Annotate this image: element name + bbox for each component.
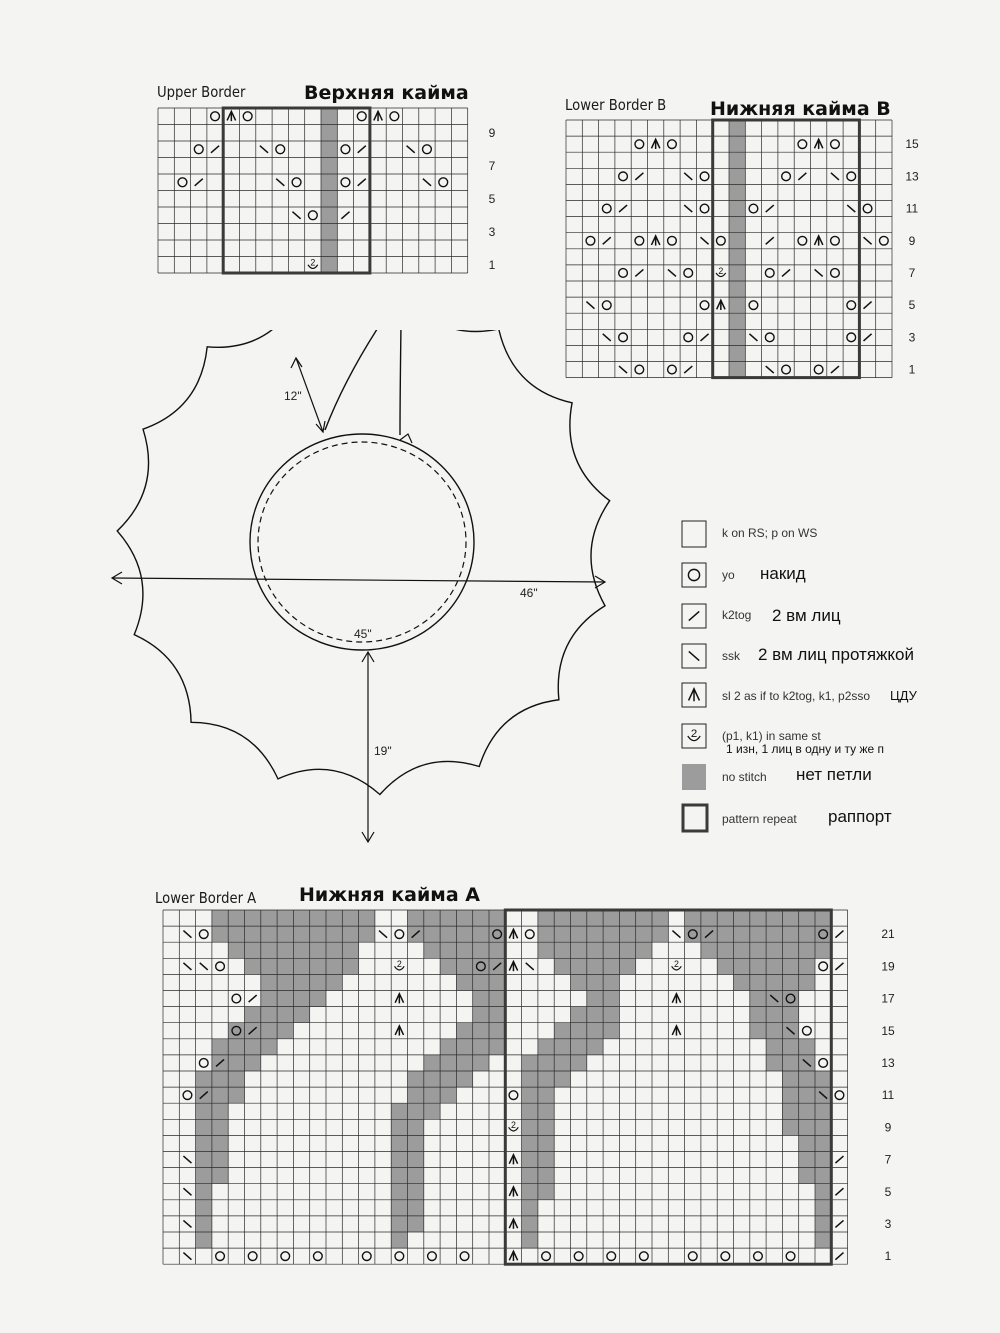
- dim-label-45: 45": [354, 627, 372, 641]
- ssk-symbol: [684, 173, 692, 180]
- legend: [680, 518, 980, 838]
- k2tog-symbol: [835, 963, 843, 970]
- ssk-symbol: [183, 963, 191, 970]
- yo-symbol: [423, 145, 432, 154]
- lower-border-a-no-stitch-cell: [734, 974, 816, 990]
- shawl-schematic: [100, 330, 620, 860]
- lower-border-b-row-label: 9: [908, 233, 916, 248]
- upper-border-no-stitch-cell: [321, 207, 337, 224]
- sl2-symbol: [672, 1026, 680, 1036]
- lower-border-a-row-label: 1: [884, 1249, 892, 1264]
- k2tog-symbol: [358, 179, 366, 186]
- upper-border-row-label: 5: [488, 191, 496, 206]
- ssk-symbol: [619, 366, 627, 373]
- sl2-symbol: [509, 929, 517, 939]
- upper-border-row-label: 1: [488, 257, 496, 272]
- p1k1-symbol: [308, 258, 318, 269]
- p1k1-symbol: [509, 1120, 519, 1131]
- p1k1-symbol: [716, 266, 726, 277]
- k2tog-symbol: [701, 334, 709, 341]
- yo-symbol: [602, 204, 611, 213]
- yo-symbol: [684, 333, 693, 342]
- arrow-up-icon: [291, 358, 302, 368]
- upper-border-grid-group: [158, 108, 496, 273]
- legend-repeat-icon: [681, 803, 709, 833]
- legend-sl2-label-ru: ЦДУ: [890, 688, 917, 703]
- legend-no-stitch-icon: [681, 763, 707, 791]
- legend-yo-icon: [681, 562, 707, 588]
- lower-border-a-no-stitch-cell: [408, 1087, 457, 1103]
- lower-border-a-no-stitch-cell: [456, 974, 505, 990]
- yo-symbol: [863, 204, 872, 213]
- upper-border-row-label: 9: [488, 125, 496, 140]
- legend-repeat-label-en: pattern repeat: [722, 812, 797, 826]
- yo-symbol: [798, 140, 807, 149]
- yo-symbol: [640, 1252, 649, 1261]
- lower-border-a-row-label: 13: [881, 1055, 895, 1070]
- yo-symbol: [847, 172, 856, 181]
- lower-border-b-no-stitch-cell: [729, 152, 745, 168]
- legend-ssk-label-en: ssk: [722, 649, 740, 663]
- sl2-symbol: [717, 300, 725, 310]
- yo-symbol: [847, 301, 856, 310]
- ssk-symbol: [815, 269, 823, 276]
- lower-border-b-no-stitch-cell: [729, 120, 745, 136]
- svg-text:2: 2: [310, 257, 316, 268]
- yo-symbol: [602, 301, 611, 310]
- lower-border-b-row-label: 5: [908, 298, 916, 313]
- ssk-symbol: [701, 237, 709, 244]
- k2tog-symbol: [766, 237, 774, 244]
- yo-symbol: [607, 1252, 616, 1261]
- lower-border-b-no-stitch-cell: [729, 136, 745, 152]
- yo-symbol: [635, 140, 644, 149]
- lower-border-a-no-stitch-cell: [522, 1200, 538, 1216]
- legend-no-stitch-label-ru: нет петли: [796, 765, 872, 784]
- lower-border-b-row-label: 13: [905, 169, 919, 184]
- legend-blank-label-en: k on RS; p on WS: [722, 526, 818, 540]
- ssk-symbol: [292, 212, 300, 219]
- lower-border-b-no-stitch-cell: [729, 233, 745, 249]
- lower-border-a-no-stitch-cell: [782, 1071, 831, 1087]
- upper-border-title-en: Upper Border: [157, 83, 246, 101]
- k2tog-symbol: [864, 334, 872, 341]
- legend-no-stitch-label-en: no stitch: [722, 770, 767, 784]
- sl2-symbol: [395, 1026, 403, 1036]
- upper-border-no-stitch-cell: [321, 174, 337, 191]
- ssk-symbol: [526, 963, 534, 970]
- ssk-symbol: [831, 173, 839, 180]
- yo-symbol: [178, 178, 187, 187]
- lower-border-a-no-stitch-cell: [196, 1216, 212, 1232]
- ssk-symbol: [423, 179, 431, 186]
- yo-symbol: [782, 365, 791, 374]
- yo-symbol: [684, 269, 693, 278]
- sl2-symbol: [509, 1155, 517, 1165]
- lower-border-b-no-stitch-cell: [729, 249, 745, 265]
- sl2-symbol: [227, 111, 235, 121]
- yo-symbol: [668, 140, 677, 149]
- width-dimension-line: [112, 578, 605, 582]
- lower-border-b-row-label: 3: [908, 330, 916, 345]
- lower-border-a-no-stitch-cell: [815, 1200, 831, 1216]
- lower-border-a-no-stitch-cell: [815, 1216, 831, 1232]
- sl2-symbol: [509, 962, 517, 972]
- lower-border-a-row-label: 19: [881, 959, 895, 974]
- k2tog-symbol: [603, 237, 611, 244]
- lower-border-a-no-stitch-cell: [685, 910, 832, 926]
- svg-text:2: 2: [510, 1120, 516, 1131]
- ssk-symbol: [183, 1156, 191, 1163]
- upper-border-no-stitch-cell: [321, 108, 337, 125]
- legend-blank-icon: [681, 520, 707, 548]
- yo-symbol: [341, 145, 350, 154]
- yo-symbol: [211, 112, 220, 121]
- ssk-symbol: [766, 366, 774, 373]
- yo-symbol: [754, 1252, 763, 1261]
- lower-border-b-no-stitch-cell: [729, 297, 745, 313]
- yo-symbol: [700, 204, 709, 213]
- upper-border-no-stitch-cell: [321, 158, 337, 175]
- yo-symbol: [276, 145, 285, 154]
- upper-border-no-stitch-cell: [321, 257, 337, 274]
- legend-p1k1-label-en: (p1, k1) in same st: [722, 729, 821, 743]
- k2tog-symbol: [864, 302, 872, 309]
- lower-border-b-no-stitch-cell: [729, 345, 745, 361]
- k2tog-symbol: [831, 366, 839, 373]
- sl2-symbol: [509, 1219, 517, 1229]
- lower-border-a-no-stitch-cell: [750, 1007, 799, 1023]
- left-front-edge: [325, 330, 402, 430]
- upper-border-row-label: 3: [488, 224, 496, 239]
- lower-border-a-title-ru: Нижняя кайма А: [299, 884, 480, 906]
- yo-symbol: [194, 145, 203, 154]
- yo-symbol: [749, 301, 758, 310]
- legend-yo-label-en: yo: [722, 568, 735, 582]
- ssk-symbol: [200, 963, 208, 970]
- legend-yo-label-ru: накид: [760, 564, 806, 583]
- yo-symbol: [281, 1252, 290, 1261]
- p1k1-symbol: [672, 959, 682, 970]
- yo-symbol: [717, 236, 726, 245]
- yo-symbol: [390, 112, 399, 121]
- lower-border-b-no-stitch-cell: [729, 313, 745, 329]
- svg-text:2: 2: [673, 959, 679, 970]
- yo-symbol: [395, 1252, 404, 1261]
- lower-border-b-no-stitch-cell: [729, 168, 745, 184]
- yo-symbol: [183, 1091, 192, 1100]
- upper-border-no-stitch-cell: [321, 125, 337, 142]
- sl2-symbol: [651, 139, 659, 149]
- upper-border-title-ru: Верхняя кайма: [304, 82, 469, 104]
- ssk-symbol: [183, 1188, 191, 1195]
- lower-border-a-no-stitch-cell: [196, 1184, 212, 1200]
- k2tog-symbol: [835, 931, 843, 938]
- p1k1-symbol-legend: [688, 728, 700, 741]
- yo-symbol: [525, 930, 534, 939]
- ssk-symbol-legend: [689, 651, 699, 660]
- lower-border-a-no-stitch-cell: [782, 1103, 831, 1119]
- k2tog-symbol: [684, 366, 692, 373]
- upper-border-row-label: 7: [488, 158, 496, 173]
- ssk-symbol: [684, 205, 692, 212]
- lower-border-a-no-stitch-cell: [424, 942, 506, 958]
- k2tog-symbol: [635, 269, 643, 276]
- lower-border-a-no-stitch-cell: [522, 1216, 538, 1232]
- yo-symbol: [819, 1059, 828, 1068]
- sl2-symbol: [509, 1251, 517, 1261]
- ssk-symbol: [668, 269, 676, 276]
- ssk-symbol: [183, 931, 191, 938]
- legend-repeat-label-ru: раппорт: [828, 807, 892, 826]
- k2tog-symbol: [835, 1253, 843, 1260]
- lower-border-a-no-stitch-cell: [685, 926, 832, 942]
- ssk-symbol: [847, 205, 855, 212]
- ssk-symbol: [749, 334, 757, 341]
- yo-symbol: [880, 236, 889, 245]
- lower-border-b-no-stitch-cell: [729, 281, 745, 297]
- lower-border-b-title-ru: Нижняя кайма В: [710, 98, 891, 120]
- yo-symbol: [460, 1252, 469, 1261]
- k2tog-symbol: [619, 205, 627, 212]
- sl2-symbol: [509, 1187, 517, 1197]
- lower-border-a-no-stitch-cell: [538, 942, 652, 958]
- k2tog-symbol-legend: [689, 611, 699, 620]
- k2tog-symbol: [798, 173, 806, 180]
- lower-border-a-no-stitch-cell: [522, 1071, 571, 1087]
- k2tog-symbol: [835, 1220, 843, 1227]
- dim-label-12: 12": [284, 389, 302, 403]
- lower-border-a-no-stitch-cell: [196, 1071, 245, 1087]
- yo-symbol: [619, 333, 628, 342]
- upper-border-no-stitch-cell: [321, 240, 337, 257]
- yo-symbol: [819, 962, 828, 971]
- lower-border-a-no-stitch-cell: [522, 1232, 538, 1248]
- yo-symbol: [803, 1026, 812, 1035]
- k2tog-symbol: [782, 269, 790, 276]
- lower-border-a-no-stitch-cell: [782, 1119, 831, 1135]
- yo-symbol: [668, 236, 677, 245]
- yo-symbol: [199, 1059, 208, 1068]
- sl2-symbol: [814, 236, 822, 246]
- yo-symbol: [831, 269, 840, 278]
- lower-border-a-no-stitch-cell: [554, 958, 636, 974]
- yo-symbol: [357, 112, 366, 121]
- upper-border-no-stitch-cell: [321, 141, 337, 158]
- legend-ssk-icon: [681, 643, 707, 669]
- dim-label-19: 19": [374, 744, 392, 758]
- yo-symbol: [635, 365, 644, 374]
- lower-border-a-row-label: 21: [881, 927, 895, 942]
- legend-k2tog-label-ru: 2 вм лиц: [772, 606, 841, 625]
- lower-border-a-row-label: 15: [881, 1023, 895, 1038]
- yo-symbol: [509, 1091, 518, 1100]
- yo-symbol: [199, 930, 208, 939]
- k2tog-symbol: [195, 179, 203, 186]
- legend-p1k1-label-ru: 1 изн, 1 лиц в одну и ту же п: [726, 742, 885, 756]
- yo-symbol: [798, 236, 807, 245]
- upper-border-chart: [150, 100, 520, 290]
- k2tog-symbol: [211, 146, 219, 153]
- yo-symbol: [216, 1252, 225, 1261]
- lower-border-b-no-stitch-cell: [729, 329, 745, 345]
- lower-border-b-title-en: Lower Border B: [565, 96, 667, 114]
- lower-border-b-row-label: 15: [905, 137, 919, 152]
- lower-border-a-no-stitch-cell: [391, 1103, 440, 1119]
- lower-border-b-no-stitch-cell: [729, 201, 745, 217]
- yo-symbol: [668, 365, 677, 374]
- lower-border-a-no-stitch-cell: [815, 1232, 831, 1248]
- upper-border-no-stitch-cell: [321, 191, 337, 208]
- yo-symbol: [248, 1252, 257, 1261]
- yo-symbol: [314, 1252, 323, 1261]
- legend-k2tog-label-en: k2tog: [722, 608, 752, 622]
- dim-label-46: 46": [520, 586, 538, 600]
- yo-symbol: [835, 1091, 844, 1100]
- yo-symbol: [542, 1252, 551, 1261]
- legend-ssk-label-ru: 2 вм лиц протяжкой: [758, 645, 914, 664]
- yo-symbol-legend: [688, 569, 699, 580]
- lower-border-a-no-stitch-cell: [815, 1184, 831, 1200]
- legend-sl2-label-en: sl 2 as if to k2tog, k1, p2sso: [722, 689, 871, 703]
- lower-border-a-row-label: 17: [881, 991, 895, 1006]
- ssk-symbol: [586, 302, 594, 309]
- ssk-symbol: [672, 931, 680, 938]
- yo-symbol: [831, 236, 840, 245]
- upper-border-no-stitch-cell: [321, 224, 337, 241]
- lower-border-a-grid-group: [163, 910, 895, 1264]
- lower-border-a-no-stitch-cell: [245, 958, 359, 974]
- ssk-symbol: [407, 146, 415, 153]
- legend-k2tog-icon: [681, 603, 707, 629]
- lower-border-a-chart: [155, 905, 915, 1281]
- yo-symbol: [243, 112, 252, 121]
- k2tog-symbol: [341, 212, 349, 219]
- k2tog-symbol: [358, 146, 366, 153]
- lower-border-b-row-label: 11: [905, 201, 919, 216]
- legend-p1k1-icon: [681, 723, 707, 749]
- sl2-symbol: [651, 236, 659, 246]
- sl2-symbol: [374, 111, 382, 121]
- k2tog-symbol: [835, 1156, 843, 1163]
- ssk-symbol: [276, 179, 284, 186]
- lower-border-b-no-stitch-cell: [729, 217, 745, 233]
- lower-border-b-row-label: 1: [908, 362, 916, 377]
- lower-border-b-no-stitch-cell: [729, 184, 745, 200]
- yo-symbol: [721, 1252, 730, 1261]
- sl2-symbol: [814, 139, 822, 149]
- legend-sl2-icon: [681, 682, 707, 708]
- yo-symbol: [439, 178, 448, 187]
- ssk-symbol: [864, 237, 872, 244]
- k2tog-symbol: [635, 173, 643, 180]
- yo-symbol: [786, 1252, 795, 1261]
- ssk-symbol: [183, 1253, 191, 1260]
- yo-symbol: [782, 172, 791, 181]
- yo-symbol: [232, 994, 241, 1003]
- ssk-symbol: [379, 931, 387, 938]
- lower-border-b-no-stitch-cell: [729, 265, 745, 281]
- yo-symbol: [619, 172, 628, 181]
- lower-border-a-row-label: 3: [884, 1216, 892, 1231]
- lower-border-a-row-label: 11: [881, 1088, 895, 1103]
- sl2-symbol: [395, 994, 403, 1004]
- yo-symbol: [765, 269, 774, 278]
- lower-border-a-no-stitch-cell: [766, 1039, 815, 1055]
- lower-border-a-no-stitch-cell: [571, 974, 620, 990]
- svg-text:2: 2: [396, 959, 402, 970]
- yo-symbol: [688, 1252, 697, 1261]
- yo-symbol: [619, 269, 628, 278]
- yo-symbol: [362, 1252, 371, 1261]
- yo-symbol: [765, 333, 774, 342]
- yo-symbol: [395, 930, 404, 939]
- lower-border-a-row-label: 7: [884, 1152, 892, 1167]
- lower-border-a-no-stitch-cell: [391, 1232, 407, 1248]
- k2tog-symbol: [766, 205, 774, 212]
- yo-symbol: [586, 236, 595, 245]
- yo-symbol: [574, 1252, 583, 1261]
- k2tog-symbol: [835, 1188, 843, 1195]
- sl2-symbol-legend: [689, 689, 700, 701]
- lower-border-a-no-stitch-cell: [196, 1200, 212, 1216]
- lower-border-a-no-stitch-cell: [456, 1023, 505, 1039]
- shawl-outer-edge: [117, 330, 609, 795]
- yo-symbol: [700, 172, 709, 181]
- sl2-symbol: [672, 994, 680, 1004]
- lower-border-b-no-stitch-cell: [729, 362, 745, 378]
- yo-symbol: [341, 178, 350, 187]
- yo-symbol: [428, 1252, 437, 1261]
- yo-symbol: [831, 140, 840, 149]
- lower-border-a-no-stitch-cell: [196, 1232, 212, 1248]
- right-front-edge: [400, 330, 401, 435]
- svg-text:2: 2: [690, 728, 698, 741]
- k2tog-symbol: [249, 995, 257, 1002]
- ssk-symbol: [260, 146, 268, 153]
- lower-border-a-no-stitch-cell: [261, 974, 343, 990]
- lower-border-b-row-label: 7: [908, 265, 916, 280]
- p1k1-symbol: [395, 959, 405, 970]
- yo-symbol: [308, 211, 317, 220]
- yo-symbol: [292, 178, 301, 187]
- yo-symbol: [814, 365, 823, 374]
- yo-symbol: [847, 333, 856, 342]
- lower-border-a-title-en: Lower Border A: [155, 889, 257, 907]
- lower-border-a-row-label: 9: [884, 1120, 892, 1135]
- yo-symbol: [700, 301, 709, 310]
- neck-opening: [250, 434, 474, 650]
- neck-opening-dashed: [258, 442, 466, 642]
- svg-text:2: 2: [718, 265, 724, 276]
- lower-border-a-no-stitch-cell: [571, 1007, 620, 1023]
- yo-symbol: [216, 962, 225, 971]
- lower-border-a-row-label: 5: [884, 1184, 892, 1199]
- yo-symbol: [635, 236, 644, 245]
- yo-symbol: [749, 204, 758, 213]
- ssk-symbol: [183, 1220, 191, 1227]
